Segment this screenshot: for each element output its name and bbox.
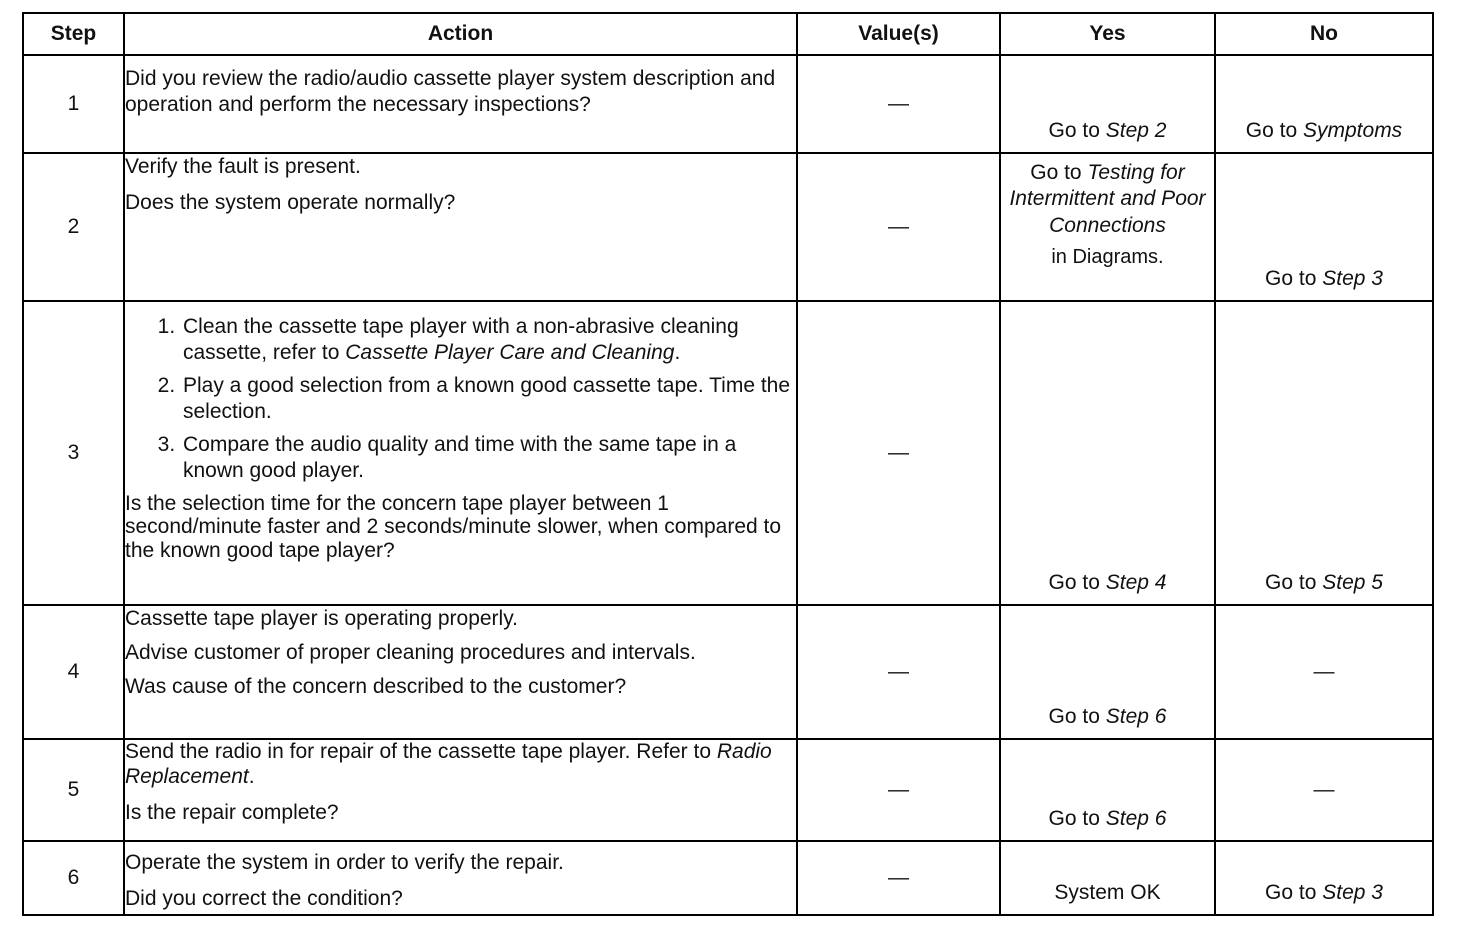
no-cell: — [1215, 605, 1433, 739]
header-action: Action [124, 13, 797, 55]
action-cell [124, 739, 797, 841]
action-question: Is the selection time for the concern tape player between 1 second/minute faster and 2 seconds/minute slower, when compared to the known good tape player? [125, 491, 782, 562]
yes-prefix: Go to [1030, 161, 1088, 184]
yes-prefix: Go to [1048, 119, 1106, 143]
value-cell: — [797, 841, 1000, 915]
action-text: Advise customer of proper cleaning procedures and intervals. [125, 640, 696, 664]
action-cell [124, 301, 797, 605]
action-cell [124, 841, 797, 915]
action-text: Did you review the radio/audio cassette player system description and operation and perform the necessary inspections? [125, 67, 776, 116]
diagnostic-table [22, 12, 1434, 916]
yes-link[interactable]: Step 2 [1105, 119, 1167, 143]
yes-link[interactable]: Testing for Intermittent and Poor Connections [1009, 161, 1206, 237]
yes-text: System OK [1054, 881, 1161, 905]
no-prefix: Go to [1265, 267, 1323, 291]
value-cell: — [797, 55, 1000, 153]
procedure-list [125, 314, 796, 484]
action-text: Cassette tape player is operating properly. [125, 607, 518, 630]
table-row [23, 605, 1433, 739]
table-row [23, 55, 1433, 153]
value-cell: — [797, 153, 1000, 301]
no-prefix: Go to [1265, 571, 1323, 595]
header-yes: Yes [1000, 13, 1215, 55]
yes-prefix: Go to [1048, 705, 1106, 729]
yes-link[interactable]: Step 4 [1105, 571, 1167, 595]
yes-cell [1000, 841, 1215, 915]
care-link[interactable]: Cassette Player Care and Cleaning [345, 340, 675, 364]
header-row [23, 13, 1433, 55]
no-link[interactable]: Step 3 [1322, 267, 1383, 291]
table-row [23, 841, 1433, 915]
action-question: Does the system operate normally? [125, 190, 456, 214]
header-values: Value(s) [797, 13, 1000, 55]
value-cell: — [797, 605, 1000, 739]
action-cell [124, 153, 797, 301]
yes-cell [1000, 605, 1215, 739]
no-cell [1215, 153, 1433, 301]
action-cell [124, 605, 797, 739]
list-item: 1. Clean the cassette tape player with a non-abrasive cleaning cassette, refer to Cassette Player Care and Cleaning. [181, 314, 796, 365]
action-text: Send the radio in for repair of the cassette tape player. Refer to Radio Replacement. [125, 740, 772, 788]
step-number: 4 [23, 605, 124, 739]
no-cell [1215, 841, 1433, 915]
no-cell: — [1215, 739, 1433, 841]
yes-prefix: Go to [1048, 571, 1106, 595]
list-item: 3. Compare the audio quality and time with the same tape in a known good player. [181, 432, 796, 483]
radio-replacement-link[interactable]: Radio Replacement [125, 740, 772, 788]
yes-cell [1000, 153, 1215, 301]
no-link[interactable]: Symptoms [1303, 119, 1403, 143]
table-row [23, 301, 1433, 605]
no-prefix: Go to [1265, 881, 1323, 905]
step-number: 5 [23, 739, 124, 841]
action-question: Did you correct the condition? [125, 886, 403, 910]
yes-link[interactable]: Step 6 [1105, 705, 1167, 729]
list-item: 2. Play a good selection from a known good cassette tape. Time the selection. [181, 373, 796, 424]
header-step: Step [23, 13, 124, 55]
yes-prefix: Go to [1048, 807, 1106, 831]
step-number: 2 [23, 153, 124, 301]
table-row [23, 153, 1433, 301]
yes-cell [1000, 739, 1215, 841]
action-cell [124, 55, 797, 153]
action-question: Is the repair complete? [125, 800, 339, 824]
yes-cell [1000, 301, 1215, 605]
header-no: No [1215, 13, 1433, 55]
step-number: 6 [23, 841, 124, 915]
yes-cell [1000, 55, 1215, 153]
no-cell [1215, 301, 1433, 605]
step-number: 1 [23, 55, 124, 153]
action-text: Operate the system in order to verify the repair. [125, 851, 564, 874]
action-question: Was cause of the concern described to the customer? [125, 675, 627, 699]
no-link[interactable]: Step 3 [1322, 881, 1383, 905]
action-text: Verify the fault is present. [125, 155, 361, 178]
no-prefix: Go to [1245, 119, 1303, 143]
no-link[interactable]: Step 5 [1322, 571, 1383, 595]
no-cell [1215, 55, 1433, 153]
step-number: 3 [23, 301, 124, 605]
yes-link[interactable]: Step 6 [1105, 807, 1167, 831]
value-cell: — [797, 301, 1000, 605]
value-cell: — [797, 739, 1000, 841]
table-row [23, 739, 1433, 841]
yes-suffix: in Diagrams. [1051, 245, 1164, 268]
